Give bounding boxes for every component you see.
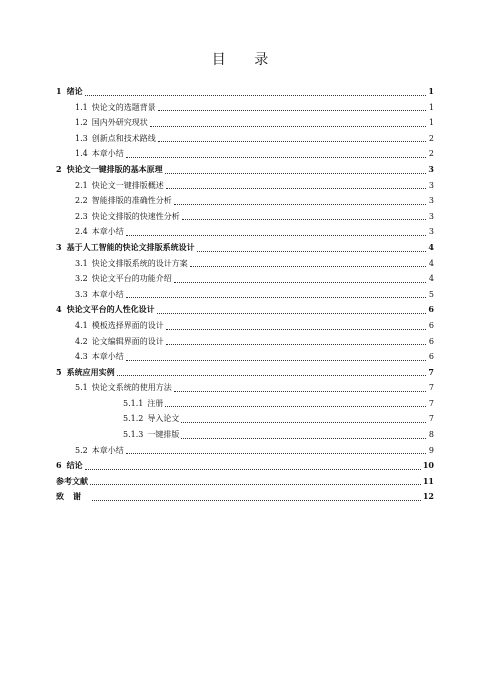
toc-entry-page-number: 1 (428, 102, 434, 112)
toc-dot-leader (126, 297, 426, 298)
toc-entry[interactable] (56, 131, 434, 147)
toc-entry-title: 快论文系统的使用方法 (91, 383, 172, 393)
toc-entry-number: 3.2 (75, 274, 88, 284)
toc-entry-page-number: 2 (428, 149, 434, 159)
toc-entry[interactable] (56, 193, 434, 209)
toc-dot-leader (165, 406, 426, 407)
toc-entry-page-number: 6 (428, 352, 434, 362)
toc-entry[interactable] (56, 178, 434, 194)
toc-entry-title: 本章小结 (91, 352, 124, 362)
toc-entry[interactable] (56, 334, 434, 350)
toc-entry-title: 快论文平台的人性化设计 (66, 304, 155, 315)
toc-entry-title: 创新点和技术路线 (91, 133, 156, 143)
toc-entry-number: 5.1 (75, 383, 88, 393)
toc-entry-page-number: 8 (428, 430, 434, 440)
table-of-contents (56, 84, 434, 505)
toc-entry-page-number: 3 (428, 180, 434, 190)
toc-dot-leader (182, 219, 426, 220)
toc-entry[interactable] (56, 458, 434, 474)
toc-dot-leader (126, 453, 426, 454)
toc-entry[interactable] (56, 146, 434, 162)
toc-entry-number: 1.4 (75, 149, 88, 159)
toc-entry-page-number: 1 (428, 86, 434, 96)
toc-dot-leader (190, 266, 426, 267)
toc-entry-page-number: 3 (428, 227, 434, 237)
toc-entry-title: 绪论 (66, 86, 83, 96)
toc-entry-title: 国内外研究现状 (91, 118, 148, 128)
toc-entry-number: 3.3 (75, 289, 88, 299)
toc-entry-number: 5.1.2 (123, 414, 144, 424)
toc-entry-number: 5.2 (75, 445, 88, 455)
toc-entry-page-number: 12 (422, 491, 434, 502)
toc-entry-page-number: 3 (428, 196, 434, 206)
toc-entry-number: 2 (56, 163, 62, 174)
toc-entry-page-number: 2 (428, 133, 434, 143)
toc-entry-number: 1.3 (75, 133, 88, 143)
toc-entry-title: 参考文献 (56, 475, 88, 486)
toc-entry-page-number: 5 (428, 289, 434, 299)
toc-entry-title: 快论文一键排版概述 (91, 180, 164, 190)
toc-dot-leader (90, 484, 421, 485)
toc-entry[interactable] (56, 318, 434, 334)
toc-entry-page-number: 4 (428, 258, 434, 268)
toc-entry-page-number: 4 (428, 274, 434, 284)
toc-entry[interactable] (56, 489, 434, 505)
toc-dot-leader (126, 235, 426, 236)
toc-entry-page-number: 10 (422, 460, 434, 471)
toc-dot-leader (174, 282, 426, 283)
toc-dot-leader (165, 173, 426, 174)
toc-entry-number: 4.1 (75, 320, 88, 330)
toc-entry[interactable] (56, 84, 434, 100)
toc-entry[interactable] (56, 209, 434, 225)
toc-dot-leader (174, 391, 426, 392)
toc-entry-title: 快论文平台的功能介绍 (91, 274, 172, 284)
toc-entry[interactable] (56, 411, 434, 427)
toc-entry-page-number: 7 (428, 414, 434, 424)
toc-entry-page-number: 7 (428, 398, 434, 408)
toc-entry-page-number: 11 (422, 475, 434, 486)
toc-entry-title: 快论文排版系统的设计方案 (91, 258, 188, 268)
toc-entry[interactable] (56, 365, 434, 381)
toc-entry-title: 注册 (147, 398, 164, 408)
toc-dot-leader (85, 469, 421, 470)
toc-entry[interactable] (56, 100, 434, 116)
toc-entry-title: 快论文排版的快速性分析 (91, 211, 180, 221)
toc-dot-leader (174, 204, 426, 205)
toc-entry-title: 论文编辑界面的设计 (91, 336, 164, 346)
toc-entry-title: 系统应用实例 (66, 366, 115, 377)
toc-entry-number: 3.1 (75, 258, 88, 268)
toc-entry[interactable] (56, 162, 434, 178)
toc-entry-number: 5 (56, 366, 62, 377)
toc-dot-leader (117, 375, 426, 376)
toc-entry-number: 4 (56, 304, 62, 315)
toc-entry[interactable] (56, 474, 434, 490)
toc-entry-title: 快论文一键排版的基本原理 (66, 163, 163, 174)
toc-entry-page-number: 7 (428, 383, 434, 393)
toc-entry[interactable] (56, 271, 434, 287)
toc-entry[interactable] (56, 256, 434, 272)
toc-entry[interactable] (56, 349, 434, 365)
toc-entry[interactable] (56, 380, 434, 396)
toc-dot-leader (166, 329, 426, 330)
toc-entry[interactable] (56, 224, 434, 240)
toc-entry-title: 模板选择界面的设计 (91, 320, 164, 330)
toc-entry[interactable] (56, 240, 434, 256)
toc-entry-page-number: 3 (428, 163, 434, 174)
toc-entry-page-number: 6 (428, 320, 434, 330)
toc-entry-number: 4.2 (75, 336, 88, 346)
toc-dot-leader (181, 422, 426, 423)
toc-entry[interactable] (56, 443, 434, 459)
toc-entry-page-number: 7 (428, 366, 434, 377)
toc-entry-number: 2.1 (75, 180, 88, 190)
toc-entry-number: 4.3 (75, 352, 88, 362)
toc-entry-title: 导入论文 (147, 414, 180, 424)
toc-entry-title: 快论文的选题背景 (91, 102, 156, 112)
toc-entry-title: 结论 (66, 460, 83, 471)
toc-entry-title: 本章小结 (91, 445, 124, 455)
toc-dot-leader (92, 500, 421, 501)
toc-entry-number: 3 (56, 241, 62, 252)
toc-entry-number: 2.3 (75, 211, 88, 221)
toc-entry-page-number: 3 (428, 211, 434, 221)
toc-entry-title: 智能排版的准确性分析 (91, 196, 172, 206)
toc-entry[interactable] (56, 396, 434, 412)
toc-entry-title: 本章小结 (91, 227, 124, 237)
toc-entry-number: 5.1.3 (123, 430, 144, 440)
toc-entry-number: 1.2 (75, 118, 88, 128)
toc-dot-leader (158, 141, 426, 142)
toc-entry[interactable] (56, 115, 434, 131)
toc-dot-leader (181, 438, 426, 439)
toc-entry-page-number: 6 (428, 336, 434, 346)
page-title: 目 录 (211, 52, 281, 68)
toc-entry-number: 1 (56, 86, 62, 96)
toc-entry-number: 2.2 (75, 196, 88, 206)
toc-entry-title: 一键排版 (147, 430, 180, 440)
toc-dot-leader (150, 126, 426, 127)
toc-dot-leader (126, 157, 426, 158)
toc-entry-page-number: 4 (428, 241, 434, 252)
toc-dot-leader (166, 188, 426, 189)
toc-entry-number: 1.1 (75, 102, 88, 112)
toc-entry-title: 本章小结 (91, 289, 124, 299)
toc-entry-title: 致谢 (56, 491, 90, 502)
toc-entry-page-number: 9 (428, 445, 434, 455)
toc-entry-title: 基于人工智能的快论文排版系统设计 (66, 241, 195, 252)
toc-entry-number: 5.1.1 (123, 398, 144, 408)
toc-entry[interactable] (56, 427, 434, 443)
toc-entry[interactable] (56, 287, 434, 303)
toc-entry-page-number: 6 (428, 304, 434, 315)
toc-dot-leader (85, 95, 426, 96)
toc-entry[interactable] (56, 302, 434, 318)
toc-dot-leader (126, 360, 426, 361)
toc-entry-number: 2.4 (75, 227, 88, 237)
toc-dot-leader (158, 110, 426, 111)
toc-entry-page-number: 1 (428, 118, 434, 128)
toc-dot-leader (157, 313, 426, 314)
toc-dot-leader (197, 251, 426, 252)
toc-dot-leader (166, 344, 426, 345)
toc-entry-number: 6 (56, 460, 62, 471)
toc-entry-title: 本章小结 (91, 149, 124, 159)
